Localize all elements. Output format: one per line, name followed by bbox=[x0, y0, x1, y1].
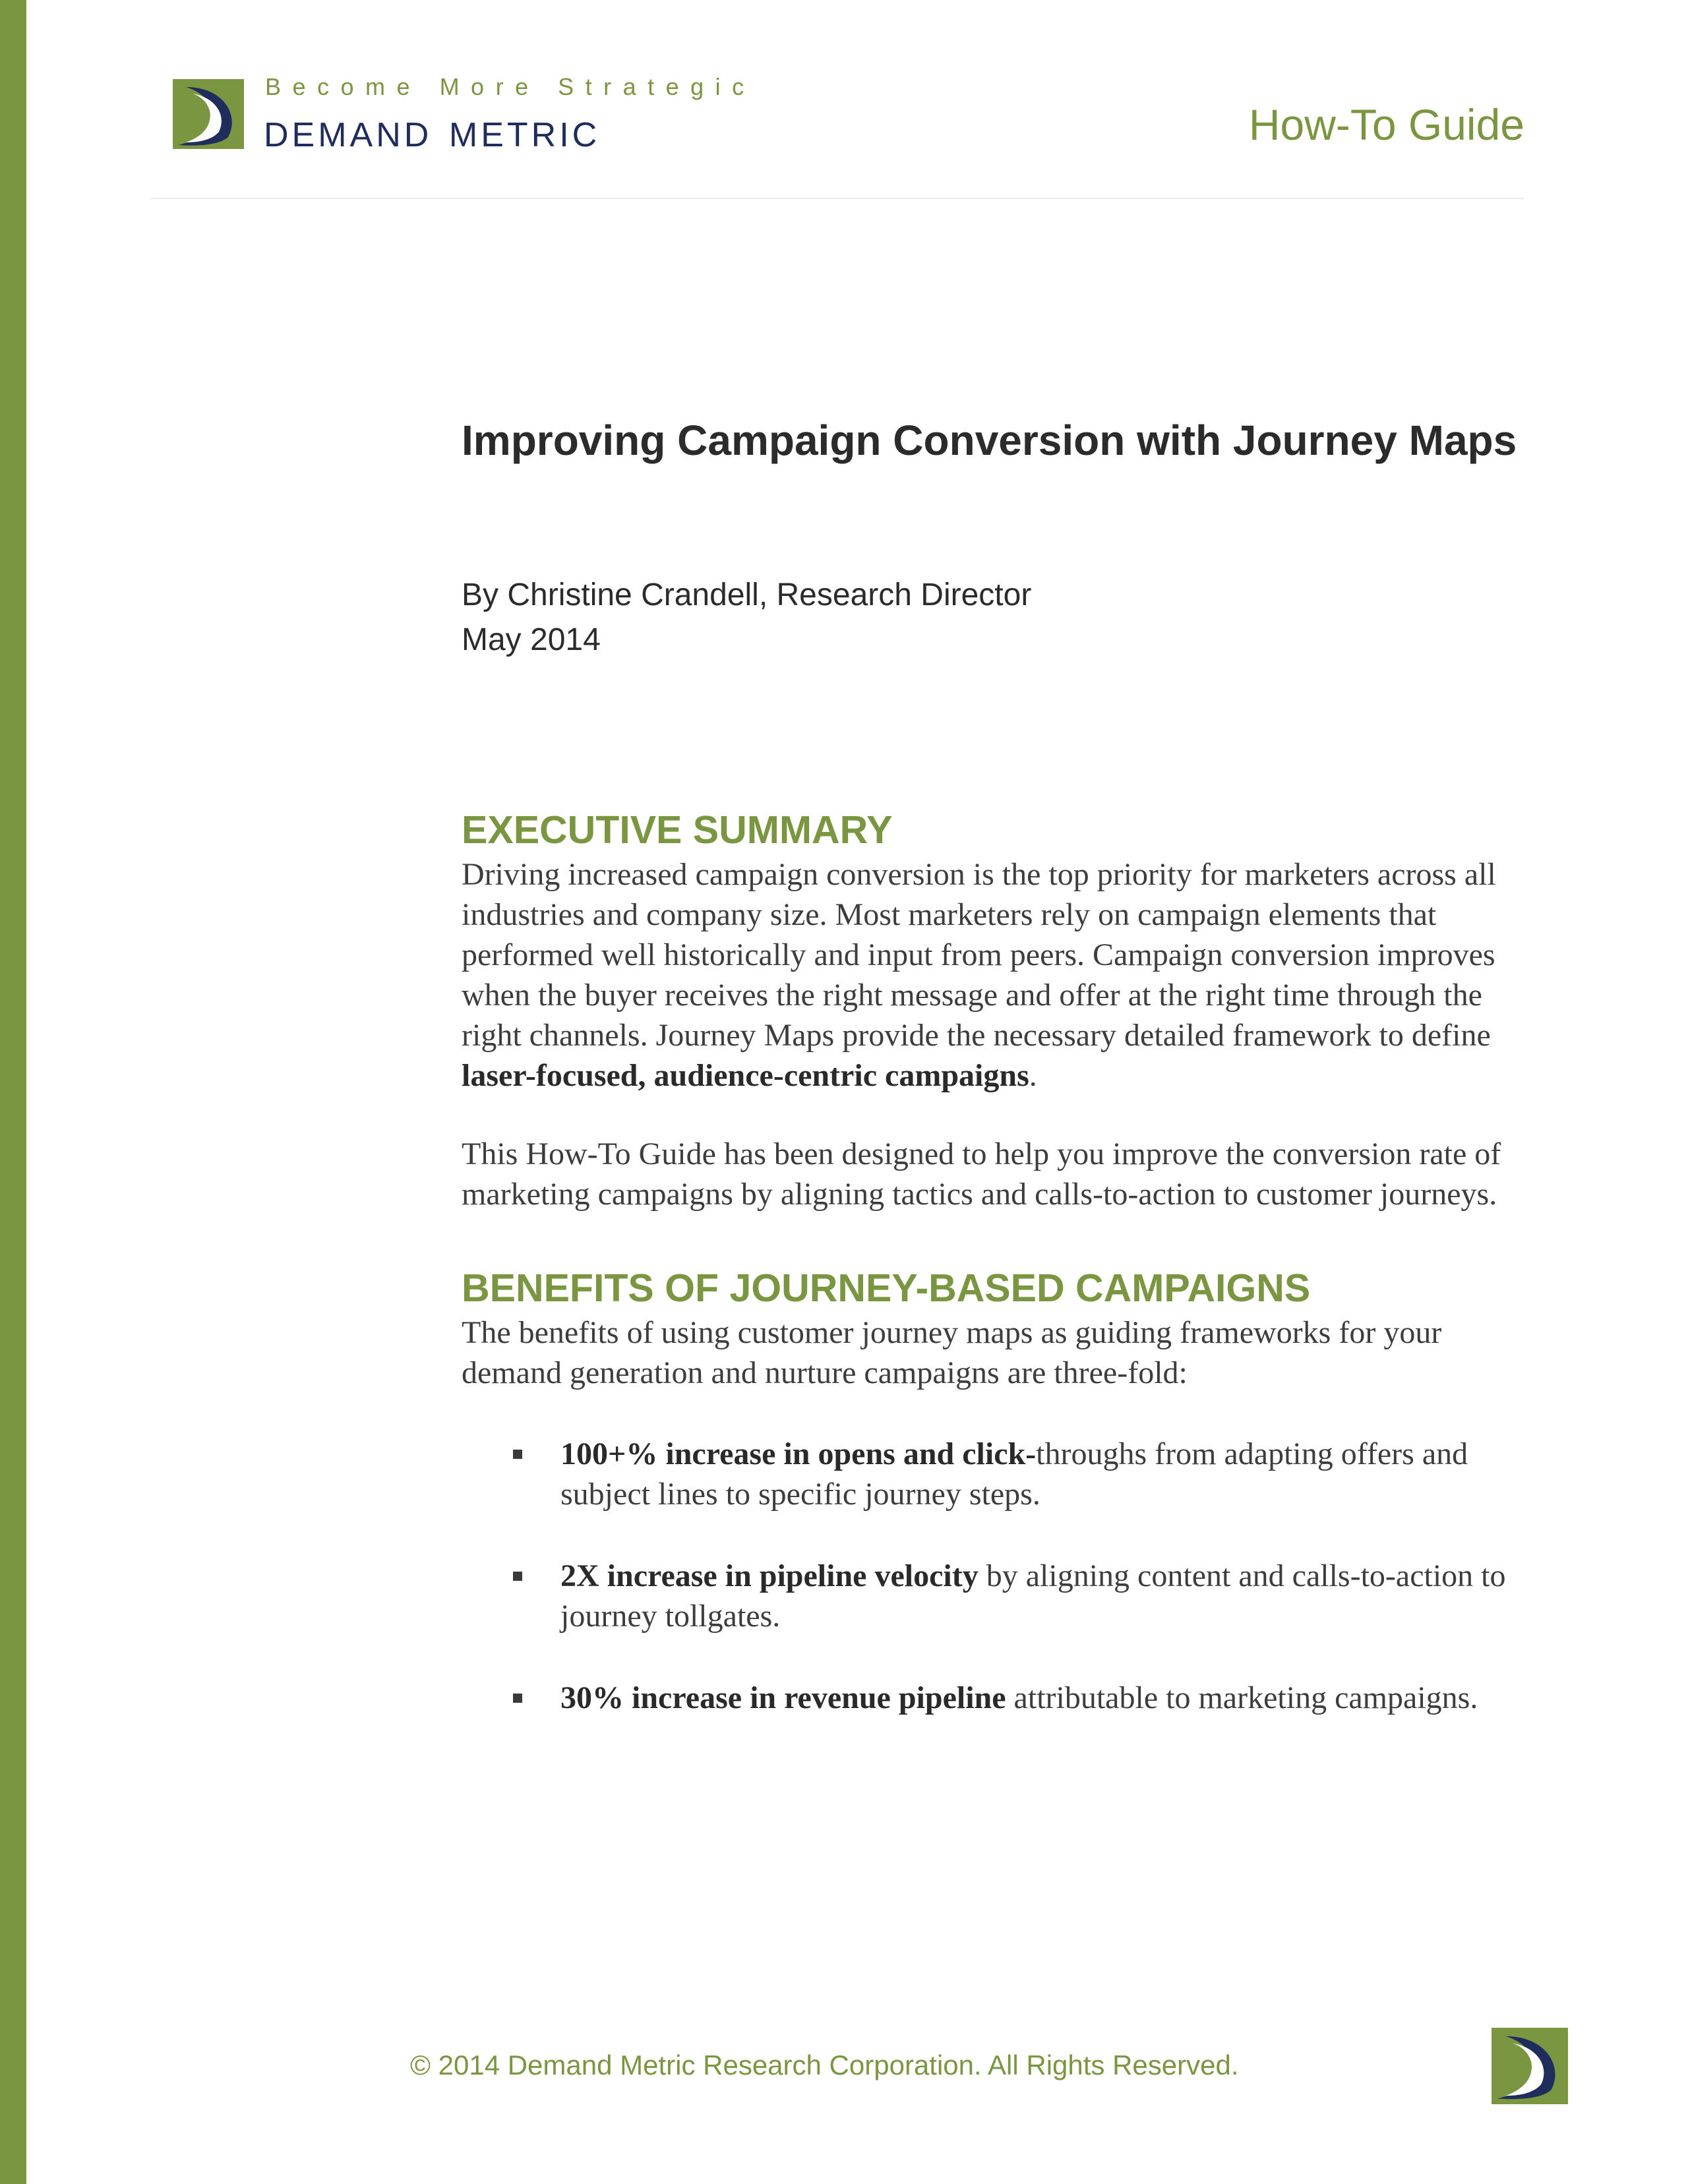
guide-type-label: How-To Guide bbox=[1248, 100, 1524, 149]
benefit-highlight: 2X increase in pipeline velocity bbox=[560, 1558, 979, 1593]
benefit-text: attributable to marketing campaigns. bbox=[1006, 1680, 1478, 1715]
benefit-highlight: 100+% increase in opens and click- bbox=[560, 1436, 1037, 1471]
list-item bbox=[462, 1434, 1523, 1514]
executive-summary-paragraph-2: This How-To Guide has been designed to help you improve the conversion rate of marketing campaigns by aligning tactics and calls-to-action to customer journeys. bbox=[462, 1136, 1501, 1212]
header-divider bbox=[150, 198, 1524, 199]
square-bullet-icon bbox=[513, 1572, 522, 1581]
paragraph-end: . bbox=[1029, 1057, 1037, 1093]
benefit-text: by aligning content and calls-to-action to journey tollgates. bbox=[560, 1558, 1506, 1634]
benefits-intro: The benefits of using customer journey maps as guiding frameworks for your demand generation and nurture campaigns are three-fold: bbox=[462, 1314, 1442, 1390]
benefit-highlight: 30% increase in revenue pipeline bbox=[560, 1680, 1006, 1715]
list-item bbox=[462, 1556, 1523, 1636]
executive-summary-paragraph-1 bbox=[462, 854, 1523, 1096]
benefits-list bbox=[462, 1434, 1523, 1718]
author-line: By Christine Crandell, Research Director bbox=[462, 577, 1032, 612]
publish-date: May 2014 bbox=[462, 622, 601, 657]
square-bullet-icon bbox=[513, 1694, 522, 1703]
square-bullet-icon bbox=[513, 1450, 522, 1459]
list-item bbox=[462, 1678, 1523, 1718]
paragraph-emphasis: laser-focused, audience-centric campaigns bbox=[462, 1057, 1029, 1093]
logo-icon bbox=[173, 79, 244, 149]
copyright-notice: © 2014 Demand Metric Research Corporation. All Rights Reserved. bbox=[410, 2050, 1239, 2081]
byline bbox=[462, 573, 1523, 663]
brand-name: demand metric bbox=[264, 102, 601, 157]
executive-summary-heading: EXECUTIVE SUMMARY bbox=[462, 808, 893, 852]
footer-logo-icon bbox=[1492, 2028, 1568, 2104]
tagline: Become More Strategic bbox=[265, 73, 756, 100]
document-title: Improving Campaign Conversion with Journey Maps bbox=[462, 417, 1517, 464]
left-accent-bar bbox=[0, 0, 26, 2184]
benefit-text: throughs from adapting offers and subject lines to specific journey steps. bbox=[560, 1436, 1468, 1512]
paragraph-text: Driving increased campaign conversion is the top priority for marketers across all industries and company size. Most marketers rely on campaign elements that performed well historically and input from peers. Campaign conversion improves when the buyer receives the right message and offer at the right time through the right channels. Journey Maps provide the necessary detailed framework to define bbox=[462, 856, 1496, 1053]
document-body bbox=[462, 415, 1523, 1759]
benefits-heading: BENEFITS OF JOURNEY-BASED CAMPAIGNS bbox=[462, 1266, 1311, 1310]
